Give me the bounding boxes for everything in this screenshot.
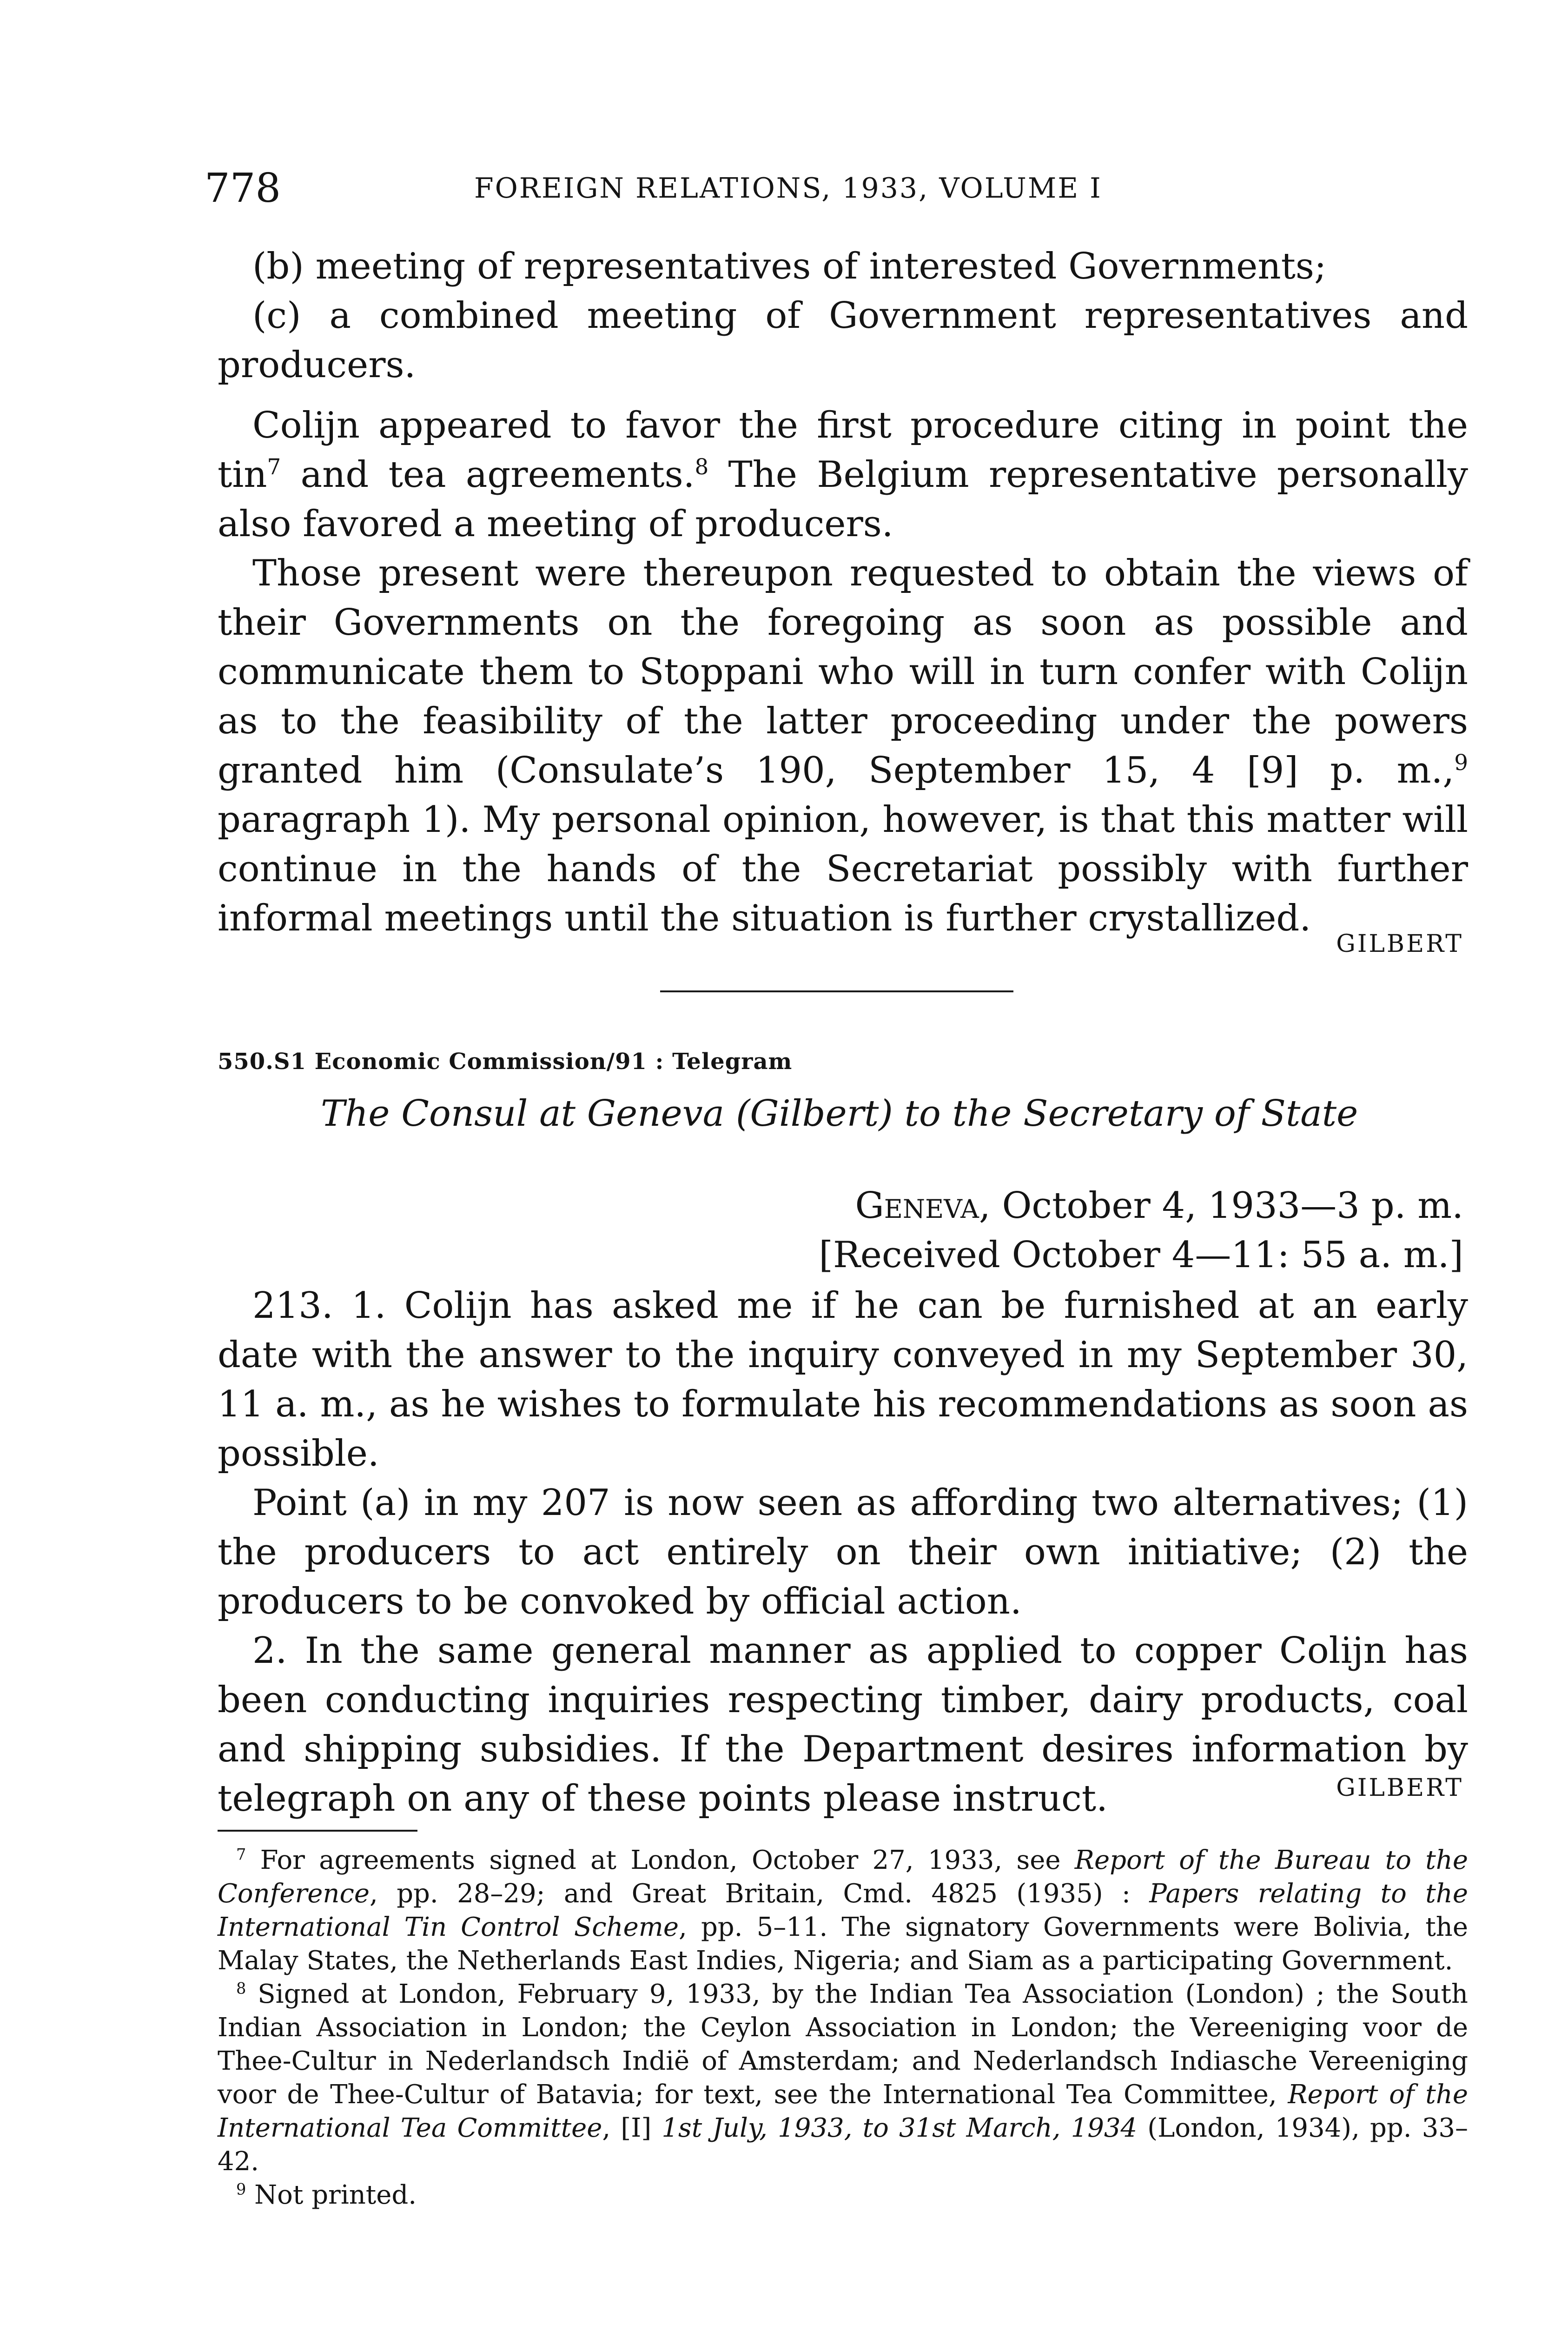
page-number: 778 [205,165,281,212]
page-header [205,163,1381,214]
paragraph-213-1: 213. 1. Colijn has asked me if he can be furnished at an early date with the answer to the inquiry conveyed in my September 30, 11 a. m., as he wishes to formulate his recommendations as soon as possible. [218,1285,1468,1475]
paragraph-point-a: Point (a) in my 207 is now seen as affording two alternatives; (1) the producers to act entirely on their own initiative; (2) the producers to be convoked by official action. [218,1482,1468,1622]
footnote-7: $^7$ For agreements signed at London, October 27, 1933, see Report of the Bureau to the Conference, pp. 28–29; and Great Britain, Cmd. 4825 (1935) : Papers relating to the International Tin Control Scheme, pp. 5–11. The signatory Governments were Bolivia, the Malay States, the Netherlands East Indies, Nigeria; and Siam as a participating Government. [218,1845,1469,1976]
item-c: (c) a combined meeting of Government representatives and producers. [218,295,1468,386]
footnote-8: $^8$ Signed at London, February 9, 1933, by the Indian Tea Association (London) ; the South Indian Association in London; the Ceylon Association in London; the Vereeniging voor de Thee-Cultur in Nederlandsch Indië of Amsterdam; and Nederlandsch Indiasche Vereeniging voor de Thee-Cultur of Batavia; for text, see the International Tea Committee, Report of the International Tea Committee, [I] 1st July, 1933, to 31st March, 1934 (London, 1934), pp. 33–42. [218,1979,1468,2177]
continued-telegram-body [218,242,1468,943]
signature-gilbert-1: GILBERT [1336,930,1463,958]
file-reference: 550.S1 Economic Commission/91 : Telegram [218,1049,793,1075]
paragraph-2: 2. In the same general manner as applied to copper Colijn has been conducting inquiries respecting timber, dairy products, coal and shipping subsidies. If the Department desires information by telegraph on any of these points please instruct. [218,1630,1468,1820]
dateline-place: Geneva [855,1185,979,1227]
signature-gilbert-2: GILBERT [1336,1774,1463,1802]
telegram-body [218,1281,1468,1823]
dateline-date: , October 4, 1933—3 p. m. [979,1185,1463,1227]
footnotes [218,1844,1468,2212]
paragraph-views-of-governments: Those present were thereupon requested to obtain the views of their Governments on the foregoing as soon as possible and communicate them to Stoppani who will in turn confer with Colijn as to the feasibility of the latter proceeding under the powers granted him (Consulate’s 190, September 15, 4 [9] p. m.,$^9$ paragraph 1). My personal opinion, however, is that this matter will continue in the hands of the Secretariat possibly with further informal meetings until the situation is further crystallized. [218,552,1468,939]
footnote-9: $^9$ Not printed. [236,2180,417,2210]
paragraph-colijn-procedure: Colijn appeared to favor the first procedure citing in point the tin$^7$ and tea agreements.$^8$ The Belgium representative personally also favored a meeting of producers. [218,405,1468,545]
footnote-ref-9: 9 [1454,751,1468,776]
item-b: (b) meeting of representatives of interested Governments; [252,246,1327,287]
footnote-rule [218,1830,417,1832]
dateline [855,1181,1463,1230]
document-heading: The Consul at Geneva (Gilbert) to the Secretary of State [321,1093,1358,1135]
received-line: [Received October 4—11: 55 a. m.] [819,1234,1463,1276]
running-title: FOREIGN RELATIONS, 1933, VOLUME I [474,172,1102,205]
section-divider [660,990,1013,992]
footnote-ref-8: 8 [695,455,709,480]
footnote-ref-7: 7 [267,455,281,480]
